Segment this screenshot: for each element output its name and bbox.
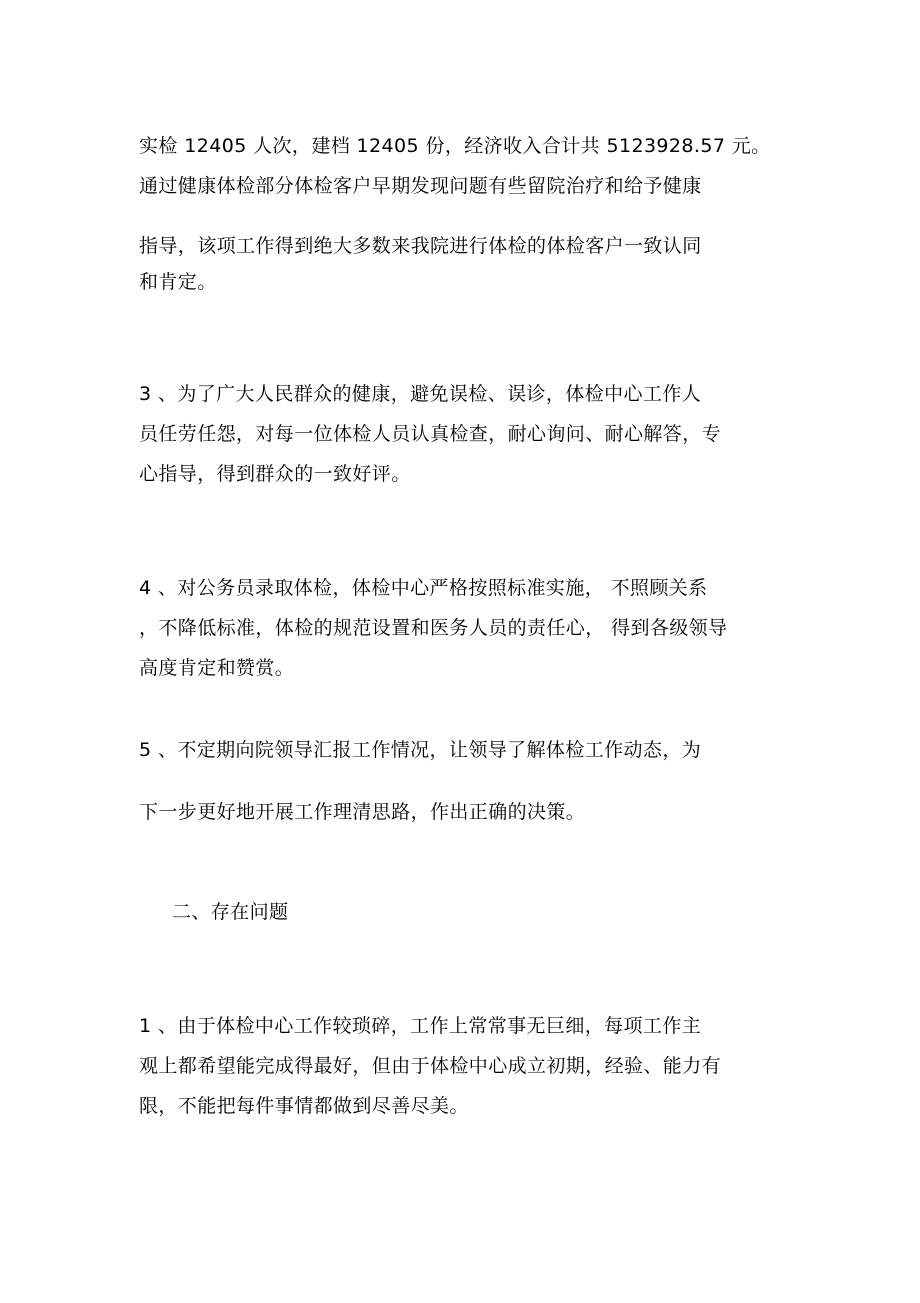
paragraph-1-line-2: 通过健康体检部分体检客户早期发现问题有些留院治疗和给予健康 [139, 175, 702, 197]
problem-1-line-1: 1 、由于体检中心工作较琐碎，工作上常常事无巨细，每项工作主 [139, 1015, 702, 1037]
paragraph-1-line-4: 和肯定。 [139, 271, 217, 293]
section-heading: 二、存在问题 [172, 901, 289, 923]
problem-1-line-3: 限，不能把每件事情都做到尽善尽美。 [139, 1095, 469, 1117]
item-3-line-2: 员任劳任怨，对每一位体检人员认真检查，耐心询问、耐心解答，专 [139, 423, 722, 445]
item-5-line-2: 下一步更好地开展工作理清思路，作出正确的决策。 [139, 801, 586, 823]
paragraph-1-line-1: 实检 12405 人次，建档 12405 份，经济收入合计共 5123928.57 元。 [139, 135, 771, 157]
item-4-line-1: 4 、对公务员录取体检，体检中心严格按照标准实施， 不照顾关系 [139, 577, 708, 599]
item-4-line-3: 高度肯定和赞赏。 [139, 657, 295, 679]
item-4-line-2: ，不降低标准，体检的规范设置和医务人员的责任心， 得到各级领导 [139, 617, 728, 639]
item-5-line-1: 5 、不定期向院领导汇报工作情况，让领导了解体检工作动态，为 [139, 739, 702, 761]
item-3-line-1: 3 、为了广大人民群众的健康，避免误检、误诊，体检中心工作人 [139, 383, 702, 405]
paragraph-1-line-3: 指导，该项工作得到绝大多数来我院进行体检的体检客户一致认同 [139, 235, 702, 257]
item-3-line-3: 心指导，得到群众的一致好评。 [139, 463, 411, 485]
problem-1-line-2: 观上都希望能完成得最好，但由于体检中心成立初期，经验、能力有 [139, 1055, 722, 1077]
